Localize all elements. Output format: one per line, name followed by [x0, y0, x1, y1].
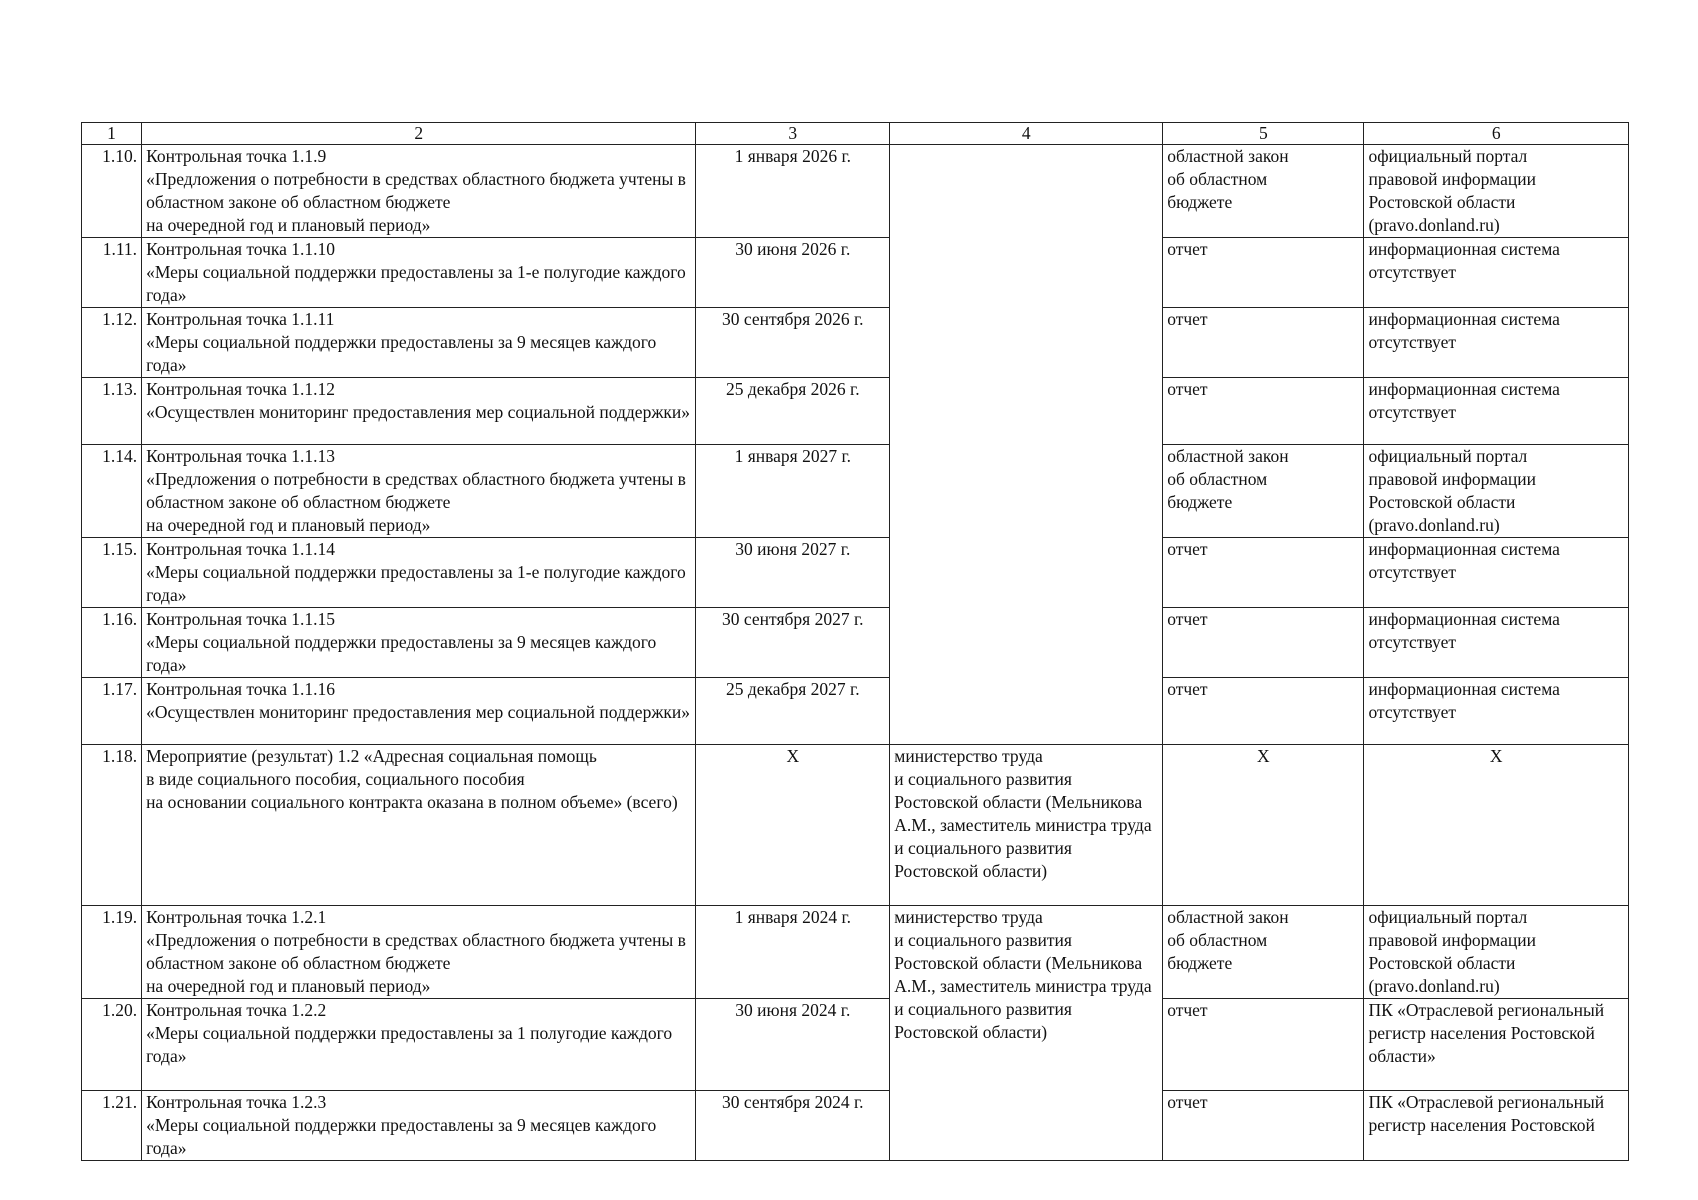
table-row — [82, 1091, 1629, 1161]
row-number: 1.17. — [82, 678, 142, 745]
row-name: Контрольная точка 1.2.2 «Меры социальной поддержки предоставлены за 1 полугодие каждого года» — [142, 999, 696, 1091]
row-number: 1.16. — [82, 608, 142, 678]
row-number: 1.19. — [82, 906, 142, 999]
row-information-system: официальный портал правовой информации Ростовской области (pravo.donland.ru) — [1364, 906, 1629, 999]
row-date: 30 сентября 2026 г. — [696, 308, 890, 378]
column-number-row — [82, 123, 1629, 145]
row-number: 1.14. — [82, 445, 142, 538]
row-document: отчет — [1163, 608, 1364, 678]
row-responsible: министерство труда и социального развития Ростовской области (Мельникова А.М., заместитель министра труда и социального развития Ростовской области) — [890, 906, 1163, 1161]
row-responsible: министерство труда и социального развития Ростовской области (Мельникова А.М., заместитель министра труда и социального развития Ростовской области) — [890, 745, 1163, 906]
column-number-5: 5 — [1163, 123, 1364, 145]
responsible-cell-empty — [890, 145, 1163, 745]
row-document: отчет — [1163, 238, 1364, 308]
column-number-1: 1 — [82, 123, 142, 145]
row-date: Х — [696, 745, 890, 906]
row-document: Х — [1163, 745, 1364, 906]
row-name: Контрольная точка 1.1.12 «Осуществлен мониторинг предоставления мер социальной поддержки» — [142, 378, 696, 445]
table-row — [82, 999, 1629, 1091]
row-name: Мероприятие (результат) 1.2 «Адресная социальная помощь в виде социального пособия, социального пособия на основании социального контракта оказана в полном объеме» (всего) — [142, 745, 696, 906]
row-document: отчет — [1163, 538, 1364, 608]
row-date: 1 января 2026 г. — [696, 145, 890, 238]
row-document: областной закон об областном бюджете — [1163, 445, 1364, 538]
table-row — [82, 145, 1629, 238]
row-number: 1.21. — [82, 1091, 142, 1161]
column-number-4: 4 — [890, 123, 1163, 145]
row-information-system: информационная система отсутствует — [1364, 238, 1629, 308]
row-date: 1 января 2027 г. — [696, 445, 890, 538]
table-row — [82, 608, 1629, 678]
row-document: отчет — [1163, 678, 1364, 745]
row-name: Контрольная точка 1.1.13 «Предложения о потребности в средствах областного бюджета учтены в областном законе об областном бюджете на очередной год и плановый период» — [142, 445, 696, 538]
row-name: Контрольная точка 1.1.11 «Меры социальной поддержки предоставлены за 9 месяцев каждого года» — [142, 308, 696, 378]
row-name: Контрольная точка 1.1.9 «Предложения о потребности в средствах областного бюджета учтены в областном законе об областном бюджете на очередной год и плановый период» — [142, 145, 696, 238]
row-document: отчет — [1163, 999, 1364, 1091]
row-document: отчет — [1163, 1091, 1364, 1161]
row-information-system: информационная система отсутствует — [1364, 378, 1629, 445]
row-number: 1.15. — [82, 538, 142, 608]
row-document: областной закон об областном бюджете — [1163, 145, 1364, 238]
row-name: Контрольная точка 1.2.3 «Меры социальной поддержки предоставлены за 9 месяцев каждого года» — [142, 1091, 696, 1161]
row-name: Контрольная точка 1.1.14 «Меры социальной поддержки предоставлены за 1-е полугодие каждого года» — [142, 538, 696, 608]
row-document: областной закон об областном бюджете — [1163, 906, 1364, 999]
row-name: Контрольная точка 1.1.10 «Меры социальной поддержки предоставлены за 1-е полугодие каждого года» — [142, 238, 696, 308]
row-number: 1.18. — [82, 745, 142, 906]
table-row — [82, 745, 1629, 906]
control-points-table — [81, 122, 1629, 1161]
row-date: 1 января 2024 г. — [696, 906, 890, 999]
table-row — [82, 906, 1629, 999]
column-number-3: 3 — [696, 123, 890, 145]
row-information-system: официальный портал правовой информации Ростовской области (pravo.donland.ru) — [1364, 145, 1629, 238]
row-date: 30 июня 2027 г. — [696, 538, 890, 608]
row-number: 1.12. — [82, 308, 142, 378]
table-row — [82, 308, 1629, 378]
table-row — [82, 678, 1629, 745]
row-information-system: информационная система отсутствует — [1364, 608, 1629, 678]
row-information-system: Х — [1364, 745, 1629, 906]
column-number-2: 2 — [142, 123, 696, 145]
row-information-system: ПК «Отраслевой региональный регистр населения Ростовской области» — [1364, 999, 1629, 1091]
row-date: 25 декабря 2026 г. — [696, 378, 890, 445]
row-date: 30 июня 2024 г. — [696, 999, 890, 1091]
row-date: 30 сентября 2024 г. — [696, 1091, 890, 1161]
row-document: отчет — [1163, 378, 1364, 445]
row-name: Контрольная точка 1.1.15 «Меры социальной поддержки предоставлены за 9 месяцев каждого года» — [142, 608, 696, 678]
row-information-system: информационная система отсутствует — [1364, 678, 1629, 745]
row-document: отчет — [1163, 308, 1364, 378]
table-row — [82, 378, 1629, 445]
row-number: 1.10. — [82, 145, 142, 238]
row-number: 1.11. — [82, 238, 142, 308]
row-information-system: информационная система отсутствует — [1364, 538, 1629, 608]
row-date: 30 сентября 2027 г. — [696, 608, 890, 678]
table-row — [82, 538, 1629, 608]
row-date: 30 июня 2026 г. — [696, 238, 890, 308]
table-row — [82, 238, 1629, 308]
row-number: 1.20. — [82, 999, 142, 1091]
row-information-system: информационная система отсутствует — [1364, 308, 1629, 378]
row-information-system: официальный портал правовой информации Ростовской области (pravo.donland.ru) — [1364, 445, 1629, 538]
row-information-system: ПК «Отраслевой региональный регистр населения Ростовской — [1364, 1091, 1629, 1161]
table-row — [82, 445, 1629, 538]
row-date: 25 декабря 2027 г. — [696, 678, 890, 745]
row-name: Контрольная точка 1.2.1 «Предложения о потребности в средствах областного бюджета учтены в областном законе об областном бюджете на очередной год и плановый период» — [142, 906, 696, 999]
column-number-6: 6 — [1364, 123, 1629, 145]
row-name: Контрольная точка 1.1.16 «Осуществлен мониторинг предоставления мер социальной поддержки» — [142, 678, 696, 745]
row-number: 1.13. — [82, 378, 142, 445]
